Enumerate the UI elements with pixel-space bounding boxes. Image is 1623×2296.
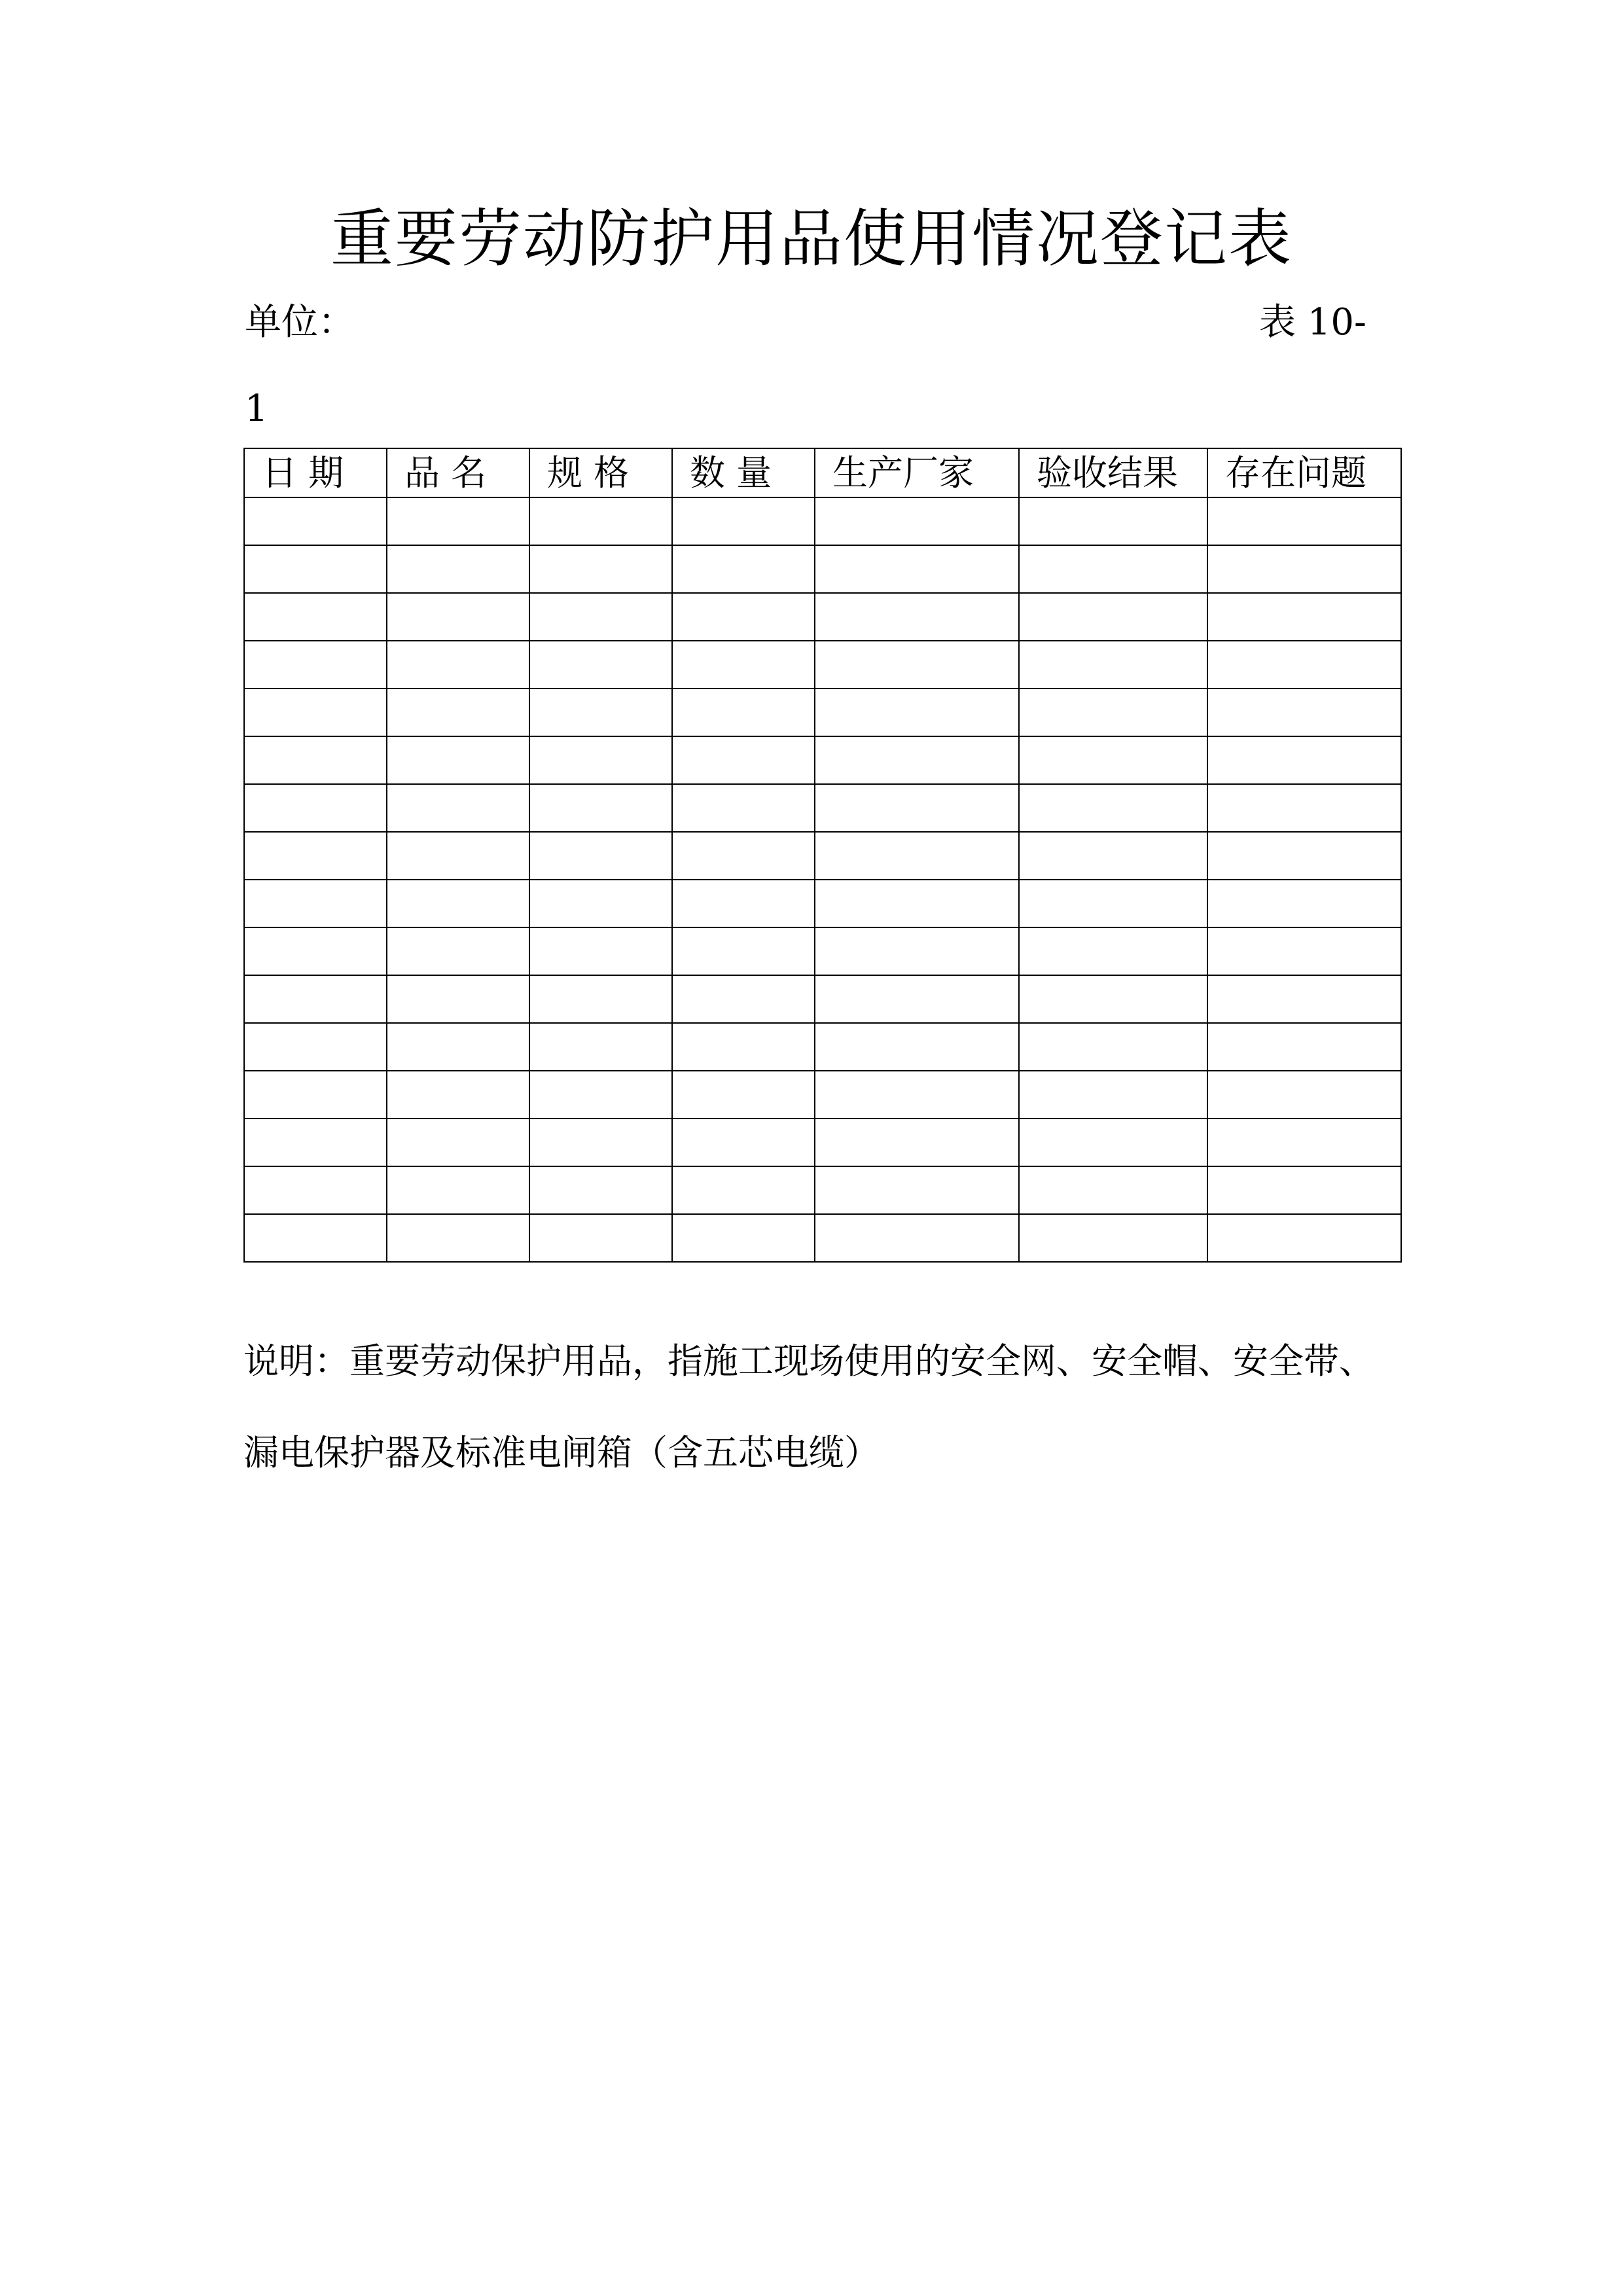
table-cell bbox=[387, 1119, 529, 1166]
table-cell bbox=[815, 927, 1019, 975]
table-cell bbox=[1207, 736, 1401, 784]
table-cell bbox=[1207, 545, 1401, 593]
table-cell bbox=[672, 497, 815, 545]
table-cell bbox=[244, 975, 387, 1023]
table-cell bbox=[672, 593, 815, 641]
table-cell bbox=[387, 1071, 529, 1119]
table-cell bbox=[1019, 497, 1207, 545]
table-cell bbox=[1019, 927, 1207, 975]
table-cell bbox=[672, 689, 815, 736]
table-cell bbox=[244, 689, 387, 736]
form-number: 表 10- bbox=[1259, 301, 1366, 344]
table-cell bbox=[244, 784, 387, 832]
table-cell bbox=[1207, 1166, 1401, 1214]
table-row bbox=[244, 497, 1401, 545]
table-cell bbox=[815, 689, 1019, 736]
table-row bbox=[244, 927, 1401, 975]
header-date: 日 期 bbox=[244, 448, 387, 497]
table-cell bbox=[529, 1023, 672, 1071]
table-cell bbox=[529, 545, 672, 593]
table-row bbox=[244, 1119, 1401, 1166]
table-cell bbox=[1207, 1119, 1401, 1166]
table-cell bbox=[672, 927, 815, 975]
table-cell bbox=[1019, 1214, 1207, 1262]
table-cell bbox=[1019, 832, 1207, 880]
table-cell bbox=[1019, 545, 1207, 593]
table-cell bbox=[1019, 1023, 1207, 1071]
table-cell bbox=[529, 832, 672, 880]
table-body bbox=[244, 497, 1401, 1262]
table-cell bbox=[387, 593, 529, 641]
table-row bbox=[244, 784, 1401, 832]
table-cell bbox=[1207, 1023, 1401, 1071]
table-cell bbox=[672, 736, 815, 784]
unit-label: 单位： bbox=[245, 301, 355, 344]
table-cell bbox=[244, 1071, 387, 1119]
table-cell bbox=[244, 880, 387, 927]
table-cell bbox=[1019, 641, 1207, 689]
header-quantity: 数 量 bbox=[672, 448, 815, 497]
table-cell bbox=[1019, 593, 1207, 641]
header-acceptance-result: 验收结果 bbox=[1019, 448, 1207, 497]
table-row bbox=[244, 545, 1401, 593]
table-cell bbox=[815, 784, 1019, 832]
table-cell bbox=[529, 880, 672, 927]
table-header-row bbox=[244, 448, 1401, 497]
header-manufacturer: 生产厂家 bbox=[815, 448, 1019, 497]
table-cell bbox=[244, 1119, 387, 1166]
table-row bbox=[244, 1214, 1401, 1262]
table-cell bbox=[387, 880, 529, 927]
table-cell bbox=[387, 1023, 529, 1071]
table-cell bbox=[529, 497, 672, 545]
table-row bbox=[244, 1071, 1401, 1119]
table-cell bbox=[815, 975, 1019, 1023]
table-cell bbox=[1207, 880, 1401, 927]
table-cell bbox=[387, 927, 529, 975]
table-cell bbox=[387, 1214, 529, 1262]
table-cell bbox=[1207, 689, 1401, 736]
table-cell bbox=[387, 689, 529, 736]
table-cell bbox=[387, 784, 529, 832]
table-cell bbox=[387, 545, 529, 593]
table-cell bbox=[815, 641, 1019, 689]
table-cell bbox=[1019, 689, 1207, 736]
table-cell bbox=[387, 1166, 529, 1214]
table-cell bbox=[1019, 784, 1207, 832]
table-row bbox=[244, 641, 1401, 689]
table-cell bbox=[1207, 497, 1401, 545]
table-cell bbox=[387, 975, 529, 1023]
table-cell bbox=[1207, 975, 1401, 1023]
table-cell bbox=[815, 1071, 1019, 1119]
table-cell bbox=[244, 593, 387, 641]
table-cell bbox=[672, 545, 815, 593]
table-cell bbox=[1207, 832, 1401, 880]
table-cell bbox=[244, 497, 387, 545]
register-table bbox=[243, 448, 1402, 1263]
table-cell bbox=[1019, 1071, 1207, 1119]
table-cell bbox=[529, 593, 672, 641]
table-cell bbox=[815, 1166, 1019, 1214]
table-cell bbox=[1207, 1071, 1401, 1119]
table-row bbox=[244, 880, 1401, 927]
table-cell bbox=[815, 832, 1019, 880]
table-cell bbox=[815, 593, 1019, 641]
table-cell bbox=[244, 832, 387, 880]
table-cell bbox=[1207, 1214, 1401, 1262]
table-cell bbox=[672, 1119, 815, 1166]
header-existing-problems: 存在问题 bbox=[1207, 448, 1401, 497]
table-cell bbox=[529, 641, 672, 689]
table-cell bbox=[1019, 880, 1207, 927]
table-cell bbox=[672, 880, 815, 927]
table-cell bbox=[529, 975, 672, 1023]
table-cell bbox=[244, 1214, 387, 1262]
header-product-name: 品 名 bbox=[387, 448, 529, 497]
table-cell bbox=[529, 1214, 672, 1262]
table-cell bbox=[672, 1166, 815, 1214]
table-cell bbox=[672, 1071, 815, 1119]
table-cell bbox=[815, 497, 1019, 545]
table-cell bbox=[244, 1023, 387, 1071]
table-cell bbox=[672, 641, 815, 689]
table-cell bbox=[529, 1166, 672, 1214]
table-cell bbox=[815, 736, 1019, 784]
table-cell bbox=[387, 736, 529, 784]
table-cell bbox=[1207, 784, 1401, 832]
table-cell bbox=[529, 927, 672, 975]
table-row bbox=[244, 1023, 1401, 1071]
table-cell bbox=[815, 880, 1019, 927]
table-row bbox=[244, 593, 1401, 641]
table-cell bbox=[387, 497, 529, 545]
table-cell bbox=[672, 1214, 815, 1262]
table-cell bbox=[1207, 593, 1401, 641]
table-cell bbox=[244, 927, 387, 975]
table-cell bbox=[1207, 641, 1401, 689]
table-cell bbox=[529, 1071, 672, 1119]
table-cell bbox=[387, 641, 529, 689]
table-cell bbox=[244, 1166, 387, 1214]
table-cell bbox=[815, 1119, 1019, 1166]
table-cell bbox=[1019, 736, 1207, 784]
table-row bbox=[244, 832, 1401, 880]
table-row bbox=[244, 689, 1401, 736]
table-cell bbox=[1019, 1119, 1207, 1166]
table-row bbox=[244, 975, 1401, 1023]
table-cell bbox=[244, 545, 387, 593]
table-cell bbox=[529, 1119, 672, 1166]
explanation-note: 说明：重要劳动保护用品，指施工现场使用的安全网、安全帽、安全带、漏电保护器及标准电闸箱（含五芯电缆） bbox=[243, 1340, 1374, 1473]
form-number-continued: 1 bbox=[245, 387, 268, 430]
table-cell bbox=[529, 689, 672, 736]
document-title: 重要劳动防护用品使用情况登记表 bbox=[330, 202, 1293, 276]
table-cell bbox=[529, 736, 672, 784]
table-cell bbox=[815, 1023, 1019, 1071]
table-cell bbox=[1019, 975, 1207, 1023]
table-row bbox=[244, 736, 1401, 784]
register-table-container bbox=[243, 448, 1400, 1263]
table-cell bbox=[1207, 927, 1401, 975]
table-cell bbox=[529, 784, 672, 832]
table-cell bbox=[672, 784, 815, 832]
table-cell bbox=[1019, 1166, 1207, 1214]
table-cell bbox=[672, 832, 815, 880]
table-cell bbox=[815, 1214, 1019, 1262]
table-cell bbox=[387, 832, 529, 880]
table-cell bbox=[244, 641, 387, 689]
table-cell bbox=[672, 1023, 815, 1071]
table-cell bbox=[815, 545, 1019, 593]
table-cell bbox=[672, 975, 815, 1023]
table-row bbox=[244, 1166, 1401, 1214]
header-specification: 规 格 bbox=[529, 448, 672, 497]
table-cell bbox=[244, 736, 387, 784]
